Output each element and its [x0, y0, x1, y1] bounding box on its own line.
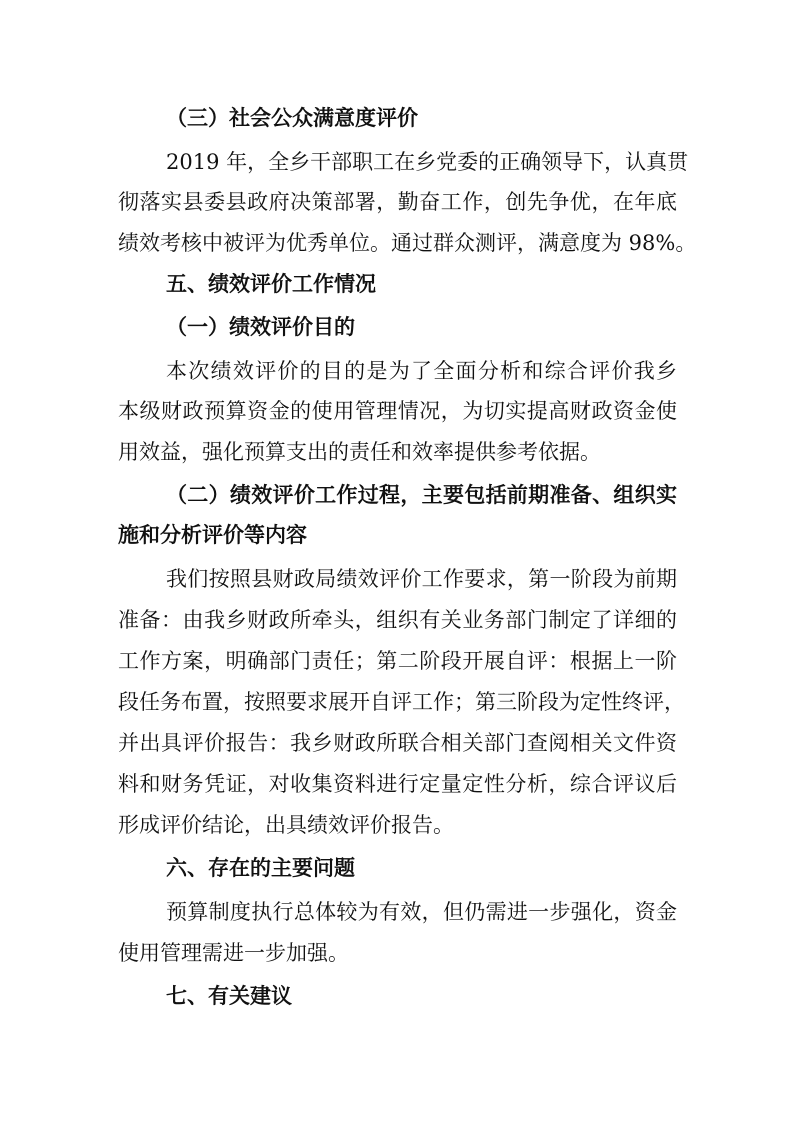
paragraph-line: 预算制度执行总体较为有效，但仍需进一步强化，资金	[166, 900, 677, 924]
section-heading-main-problems: 六、存在的主要问题	[166, 856, 355, 880]
paragraph-line: 工作方案，明确部门责任；第二阶段开展自评：根据上一阶	[118, 649, 677, 673]
paragraph-line: 段任务布置，按照要求展开自评工作；第三阶段为定性终评，	[118, 690, 685, 714]
subsection-heading-evaluation-process: （二）绩效评价工作过程，主要包括前期准备、组织实	[166, 483, 677, 507]
paragraph-line: 2019 年，全乡干部职工在乡党委的正确领导下，认真贯	[166, 150, 689, 174]
paragraph-line: 本级财政预算资金的使用管理情况，为切实提高财政资金使	[118, 399, 677, 423]
subsection-heading-evaluation-process-cont: 施和分析评价等内容	[118, 523, 307, 547]
section-heading-public-satisfaction: （三）社会公众满意度评价	[166, 106, 418, 130]
section-heading-performance-evaluation: 五、绩效评价工作情况	[166, 272, 376, 296]
paragraph-line: 本次绩效评价的目的是为了全面分析和综合评价我乡	[166, 359, 677, 383]
paragraph-line: 并出具评价报告：我乡财政所联合相关部门查阅相关文件资	[118, 731, 677, 755]
paragraph-line: 准备：由我乡财政所牵头，组织有关业务部门制定了详细的	[118, 608, 677, 632]
paragraph-line: 料和财务凭证，对收集资料进行定量定性分析，综合评议后	[118, 772, 677, 796]
subsection-heading-evaluation-purpose: （一）绩效评价目的	[166, 315, 355, 339]
section-heading-recommendations: 七、有关建议	[166, 984, 292, 1008]
paragraph-line: 彻落实县委县政府决策部署，勤奋工作，创先争优，在年底	[118, 190, 677, 214]
paragraph-line: 绩效考核中被评为优秀单位。通过群众测评，满意度为 98%。	[118, 231, 697, 255]
paragraph-line: 形成评价结论，出具绩效评价报告。	[118, 813, 454, 837]
paragraph-line: 使用管理需进一步加强。	[118, 941, 349, 965]
paragraph-line: 用效益，强化预算支出的责任和效率提供参考依据。	[118, 440, 601, 464]
paragraph-line: 我们按照县财政局绩效评价工作要求，第一阶段为前期	[166, 567, 677, 591]
